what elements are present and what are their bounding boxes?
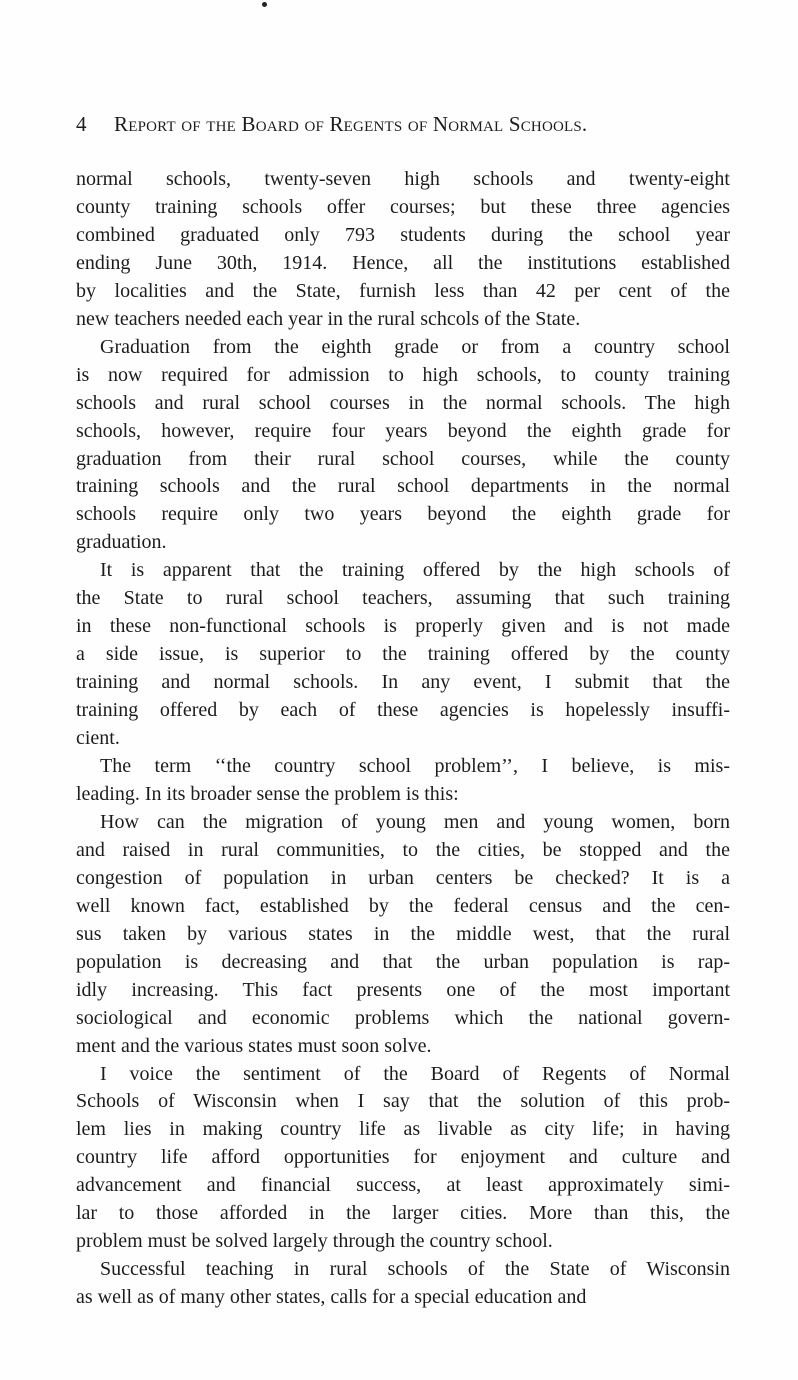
text-line: population is decreasing and that the urban population is rap- xyxy=(76,950,730,973)
text-line: lem lies in making country life as livable as city life; in having xyxy=(76,1118,730,1141)
paragraph xyxy=(76,753,730,809)
page-number: 4 xyxy=(76,112,87,136)
text-line: I voice the sentiment of the Board of Regents of Normal xyxy=(100,1062,730,1085)
paragraph xyxy=(76,166,730,334)
running-head: Report of the Board of Regents of Normal Schools. xyxy=(114,112,588,136)
text-line: cient. xyxy=(76,727,120,750)
text-line: The term ‘‘the country school problem’’, I believe, is mis- xyxy=(100,755,730,778)
text-line: a side issue, is superior to the training offered by the county xyxy=(76,643,730,666)
text-line: How can the migration of young men and young women, born xyxy=(100,810,730,833)
text-line: graduation from their rural school courses, while the county xyxy=(76,447,730,470)
text-line: as well as of many other states, calls for a special education and xyxy=(76,1286,587,1309)
text-line: training schools and the rural school departments in the normal xyxy=(76,475,730,498)
text-line: new teachers needed each year in the rural schcols of the State. xyxy=(76,307,581,330)
text-line: Successful teaching in rural schools of the State of Wisconsin xyxy=(100,1258,730,1281)
text-line: training and normal schools. In any event, I submit that the xyxy=(76,671,730,694)
text-line: the State to rural school teachers, assuming that such training xyxy=(76,587,730,610)
text-line: ment and the various states must soon solve. xyxy=(76,1034,432,1057)
paragraph xyxy=(76,557,730,753)
text-line: county training schools offer courses; but these three agencies xyxy=(76,195,730,218)
body-text xyxy=(76,166,730,1312)
text-line: ending June 30th, 1914. Hence, all the institutions established xyxy=(76,251,730,274)
text-line: sociological and economic problems which the national govern- xyxy=(76,1006,730,1029)
text-line: problem must be solved largely through the country school. xyxy=(76,1230,553,1253)
text-line: sus taken by various states in the middle west, that the rural xyxy=(76,922,730,945)
text-line: Graduation from the eighth grade or from a country school xyxy=(100,335,730,358)
page-header xyxy=(76,112,716,136)
text-line: normal schools, twenty-seven high schools and twenty-eight xyxy=(76,168,730,190)
text-line: combined graduated only 793 students during the school year xyxy=(76,223,730,246)
text-line: leading. In its broader sense the problem is this: xyxy=(76,782,459,805)
text-line: well known fact, established by the federal census and the cen- xyxy=(76,894,730,917)
text-line: It is apparent that the training offered by the high schools of xyxy=(100,559,730,582)
paragraph xyxy=(76,334,730,558)
text-line: lar to those afforded in the larger cities. More than this, the xyxy=(76,1202,730,1225)
text-line: by localities and the State, furnish less than 42 per cent of the xyxy=(76,279,730,302)
text-line: and raised in rural communities, to the cities, be stopped and the xyxy=(76,838,730,861)
text-line: Schools of Wisconsin when I say that the solution of this prob- xyxy=(76,1090,730,1113)
paragraph xyxy=(76,809,730,1061)
text-line: schools require only two years beyond the eighth grade for xyxy=(76,503,730,526)
text-line: idly increasing. This fact presents one of the most important xyxy=(76,978,730,1001)
text-line: schools and rural school courses in the normal schools. The high xyxy=(76,391,730,414)
text-line: congestion of population in urban centers be checked? It is a xyxy=(76,866,730,889)
text-line: schools, however, require four years beyond the eighth grade for xyxy=(76,419,730,442)
paragraph xyxy=(76,1061,730,1257)
text-line: country life afford opportunities for enjoyment and culture and xyxy=(76,1146,730,1169)
text-line: training offered by each of these agencies is hopelessly insuffi- xyxy=(76,699,730,722)
text-line: graduation. xyxy=(76,531,167,554)
text-line: in these non-functional schools is properly given and is not made xyxy=(76,615,730,638)
ink-speck xyxy=(262,2,267,7)
text-line: is now required for admission to high schools, to county training xyxy=(76,363,730,386)
paragraph xyxy=(76,1256,730,1312)
text-line: advancement and financial success, at least approximately simi- xyxy=(76,1174,730,1197)
